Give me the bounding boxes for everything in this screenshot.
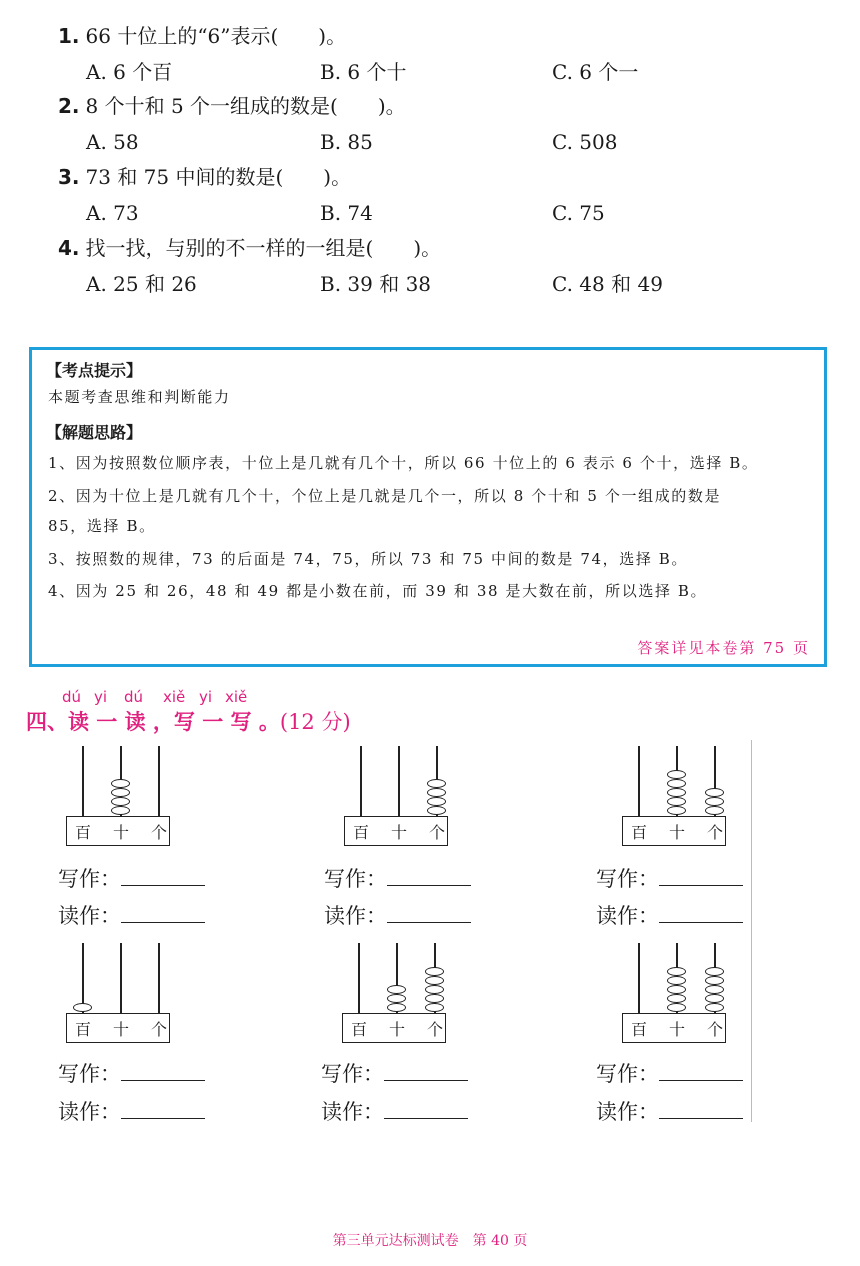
abacus-bead — [425, 967, 444, 976]
abacus-bead — [705, 788, 724, 797]
hint-title-solution: 【解题思路】 — [46, 423, 143, 442]
place-value-label: 十 — [390, 823, 407, 842]
question-text: 8 个十和 5 个一组成的数是( )。 — [85, 94, 406, 118]
place-value-label: 百 — [352, 823, 369, 842]
abacus-rod — [82, 746, 84, 816]
write-answer-label: 写作： — [596, 1062, 659, 1086]
abacus-bead — [427, 788, 446, 797]
abacus-rod — [638, 746, 640, 816]
abacus-bead — [427, 806, 446, 815]
write-answer-blank[interactable] — [387, 865, 471, 886]
abacus-bead — [705, 976, 724, 985]
pinyin-syllable: yi — [94, 688, 108, 706]
place-value-label: 百 — [74, 823, 91, 842]
abacus-bead — [667, 967, 686, 976]
write-answer-blank[interactable] — [384, 1060, 468, 1081]
read-answer-blank[interactable] — [387, 902, 471, 923]
abacus-bead — [705, 985, 724, 994]
option-b[interactable]: B. 39 和 38 — [320, 272, 432, 296]
abacus-bead — [425, 976, 444, 985]
hint-box — [29, 347, 827, 667]
read-answer-label: 读作： — [58, 904, 121, 928]
abacus-bead — [667, 797, 686, 806]
abacus-bead — [667, 770, 686, 779]
abacus-bead — [667, 976, 686, 985]
abacus-base — [622, 1013, 726, 1043]
abacus-bead — [667, 788, 686, 797]
abacus-bead — [387, 1003, 406, 1012]
abacus — [618, 943, 728, 1053]
abacus-rod — [398, 746, 400, 816]
place-value-label: 个 — [426, 1020, 443, 1039]
abacus-bead — [387, 985, 406, 994]
write-answer-row — [324, 865, 471, 893]
read-answer-row — [58, 902, 205, 930]
hint-line-2: 2、因为十位上是几就有几个十，个位上是几就是几个一，所以 8 个十和 5 个一组成的数是 — [48, 487, 722, 505]
read-answer-blank[interactable] — [121, 1098, 205, 1119]
abacus-bead — [705, 994, 724, 1003]
place-value-label: 个 — [706, 823, 723, 842]
abacus-bead — [111, 779, 130, 788]
abacus-bead — [667, 1003, 686, 1012]
abacus-base — [342, 1013, 446, 1043]
read-answer-label: 读作： — [324, 904, 387, 928]
write-answer-label: 写作： — [324, 867, 387, 891]
abacus — [618, 746, 728, 856]
abacus-bead — [667, 985, 686, 994]
read-answer-row — [58, 1098, 205, 1126]
hint-line-5: 4、因为 25 和 26，48 和 49 都是小数在前，而 39 和 38 是大数在前，所以选择 B。 — [48, 582, 708, 600]
option-c[interactable]: C. 48 和 49 — [552, 272, 663, 296]
abacus-bead — [111, 797, 130, 806]
abacus-rod — [638, 943, 640, 1013]
write-answer-label: 写作： — [58, 1062, 121, 1086]
abacus-base — [344, 816, 448, 846]
place-value-label: 十 — [668, 823, 685, 842]
abacus-bead — [111, 806, 130, 815]
abacus-bead — [73, 1003, 92, 1012]
abacus-bead — [425, 1003, 444, 1012]
question-text: 66 十位上的“6”表示( )。 — [85, 24, 347, 48]
read-answer-blank[interactable] — [384, 1098, 468, 1119]
read-answer-label: 读作： — [321, 1100, 384, 1124]
abacus — [62, 943, 172, 1053]
option-c[interactable]: C. 75 — [552, 201, 605, 225]
place-value-label: 个 — [706, 1020, 723, 1039]
write-answer-row — [596, 865, 743, 893]
place-value-label: 个 — [150, 1020, 167, 1039]
abacus-rod — [360, 746, 362, 816]
place-value-label: 个 — [150, 823, 167, 842]
abacus-bead — [427, 797, 446, 806]
hint-line-1: 1、因为按照数位顺序表，十位上是几就有几个十，所以 66 十位上的 6 表示 6 个十，选择 B。 — [48, 454, 759, 472]
write-answer-blank[interactable] — [121, 1060, 205, 1081]
place-value-label: 百 — [74, 1020, 91, 1039]
place-value-label: 百 — [630, 823, 647, 842]
write-answer-row — [321, 1060, 468, 1088]
abacus-bead — [667, 806, 686, 815]
section-title-text: 四、读 一 读 ，写 一 写 。 — [26, 709, 280, 734]
hint-line-3: 85，选择 B。 — [48, 517, 156, 535]
abacus-bead — [425, 985, 444, 994]
abacus-rod — [120, 943, 122, 1013]
question-number: 4. — [58, 236, 80, 260]
abacus — [340, 746, 450, 856]
pinyin-syllable: dú — [124, 688, 144, 706]
read-answer-blank[interactable] — [659, 902, 743, 923]
question-number: 1. — [58, 24, 80, 48]
write-answer-blank[interactable] — [659, 1060, 743, 1081]
abacus-rod — [358, 943, 360, 1013]
abacus-bead — [111, 788, 130, 797]
read-answer-label: 读作： — [58, 1100, 121, 1124]
write-answer-blank[interactable] — [659, 865, 743, 886]
column-divider — [751, 740, 752, 1122]
place-value-label: 个 — [428, 823, 445, 842]
write-answer-row — [596, 1060, 743, 1088]
read-answer-row — [324, 902, 471, 930]
abacus-base — [66, 816, 170, 846]
place-value-label: 十 — [668, 1020, 685, 1039]
abacus-bead — [425, 994, 444, 1003]
question-number: 2. — [58, 94, 80, 118]
abacus — [62, 746, 172, 856]
option-b[interactable]: B. 85 — [320, 130, 373, 154]
section-score: (12 分) — [279, 710, 351, 734]
read-answer-row — [596, 902, 743, 930]
pinyin-syllable: xiě — [163, 688, 186, 706]
read-answer-label: 读作： — [596, 1100, 659, 1124]
hint-line-4: 3、按照数的规律，73 的后面是 74，75，所以 73 和 75 中间的数是 74，选择 B。 — [48, 550, 689, 568]
write-answer-blank[interactable] — [121, 865, 205, 886]
read-answer-blank[interactable] — [659, 1098, 743, 1119]
abacus-bead — [705, 797, 724, 806]
abacus — [338, 943, 448, 1053]
abacus-rod — [158, 943, 160, 1013]
write-answer-row — [58, 1060, 205, 1088]
option-b[interactable]: B. 74 — [320, 201, 373, 225]
read-answer-blank[interactable] — [121, 902, 205, 923]
pinyin-syllable: xiě — [225, 688, 248, 706]
place-value-label: 十 — [112, 823, 129, 842]
hint-title-key-points: 【考点提示】 — [46, 361, 143, 380]
place-value-label: 十 — [388, 1020, 405, 1039]
abacus-bead — [667, 779, 686, 788]
question-text: 找一找，与别的不一样的一组是( )。 — [85, 236, 442, 260]
pinyin-syllable: yi — [199, 688, 213, 706]
page-footer: 第三单元达标测试卷 第 40 页 — [332, 1233, 528, 1249]
pinyin-syllable: dú — [62, 688, 82, 706]
option-a[interactable]: A. 58 — [86, 130, 139, 154]
option-c[interactable]: C. 6 个一 — [552, 60, 639, 84]
option-a[interactable]: A. 25 和 26 — [86, 272, 197, 296]
option-a[interactable]: A. 73 — [86, 201, 139, 225]
question-text: 73 和 75 中间的数是( )。 — [85, 165, 352, 189]
place-value-label: 十 — [112, 1020, 129, 1039]
abacus-rod — [158, 746, 160, 816]
write-answer-row — [58, 865, 205, 893]
abacus-bead — [705, 967, 724, 976]
question-number: 3. — [58, 165, 80, 189]
abacus-base — [66, 1013, 170, 1043]
answer-reference: 答案详见本卷第 75 页 — [637, 639, 810, 657]
place-value-label: 百 — [350, 1020, 367, 1039]
abacus-bead — [427, 779, 446, 788]
abacus-base — [622, 816, 726, 846]
abacus-bead — [667, 994, 686, 1003]
option-c[interactable]: C. 508 — [552, 130, 618, 154]
abacus-bead — [705, 806, 724, 815]
option-b[interactable]: B. 6 个十 — [320, 60, 407, 84]
hint-key-points-text: 本题考查思维和判断能力 — [48, 388, 231, 406]
write-answer-label: 写作： — [58, 867, 121, 891]
abacus-bead — [705, 1003, 724, 1012]
read-answer-label: 读作： — [596, 904, 659, 928]
read-answer-row — [596, 1098, 743, 1126]
read-answer-row — [321, 1098, 468, 1126]
write-answer-label: 写作： — [596, 867, 659, 891]
section-title — [26, 706, 351, 736]
place-value-label: 百 — [630, 1020, 647, 1039]
write-answer-label: 写作： — [321, 1062, 384, 1086]
abacus-bead — [387, 994, 406, 1003]
option-a[interactable]: A. 6 个百 — [86, 60, 173, 84]
